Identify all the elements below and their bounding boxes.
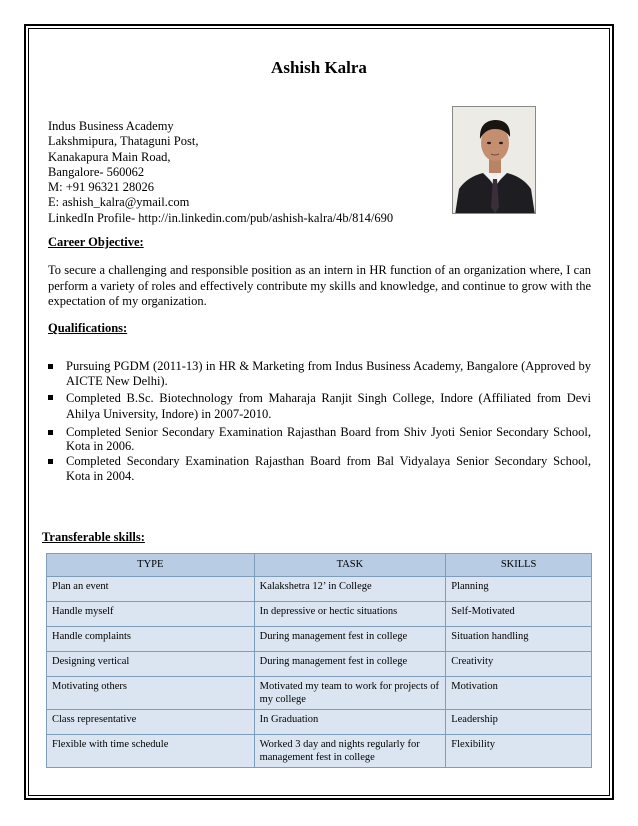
column-header-skills: SKILLS [446,554,592,577]
table-row [47,627,592,652]
candidate-name: Ashish Kalra [271,58,367,77]
cell-skill: Leadership [446,710,592,735]
cell-type: Flexible with time schedule [47,735,255,768]
cell-task: Motivated my team to work for projects of my college [254,677,446,710]
table-header-row [47,554,592,577]
list-item [48,359,591,389]
cell-skill: Planning [446,577,592,602]
table-row [47,652,592,677]
contact-block [48,119,393,226]
qualifications-list [48,359,591,484]
contact-email[interactable]: E: ashish_kalra@ymail.com [48,195,190,210]
column-header-task: TASK [254,554,446,577]
cell-type: Designing vertical [47,652,255,677]
contact-line: Kanakapura Main Road, [48,149,171,164]
bullet-icon [48,459,53,464]
contact-phone: M: +91 96321 28026 [48,180,155,195]
list-item [48,454,591,484]
career-objective-heading: Career Objective: [48,235,144,249]
cell-skill: Flexibility [446,735,592,768]
cell-task: Kalakshetra 12’ in College [254,577,446,602]
transferable-skills-heading: Transferable skills: [42,530,145,544]
cell-task: During management fest in college [254,627,446,652]
table-row [47,710,592,735]
qualifications-heading: Qualifications: [48,321,128,335]
table-row [47,677,592,710]
table-row [47,602,592,627]
cell-type: Handle complaints [47,627,255,652]
cell-task: In depressive or hectic situations [254,602,446,627]
contact-linkedin[interactable]: LinkedIn Profile- http://in.linkedin.com/pub/ashish-kalra/4b/814/690 [48,210,394,225]
cell-type: Motivating others [47,677,255,710]
cell-task: In Graduation [254,710,446,735]
cell-type: Class representative [47,710,255,735]
cell-skill: Self-Motivated [446,602,592,627]
cell-type: Handle myself [47,602,255,627]
cell-skill: Situation handling [446,627,592,652]
table-row [47,735,592,768]
bullet-icon [48,364,53,369]
bullet-icon [48,430,53,435]
column-header-type: TYPE [47,554,255,577]
contact-line: Lakshmipura, Thataguni Post, [48,134,199,149]
contact-line: Indus Business Academy [48,119,174,133]
table-row [47,577,592,602]
career-objective-text: To secure a challenging and responsible position as an intern in HR function of an organization where, I can perform a variety of roles and effectively contribute my skills and knowledge, and continue to grow with the expectation of my organization. [48,263,591,308]
qualification-text: Completed Secondary Examination Rajasthan Board from Bal Vidyalaya Senior Secondary School, Kota in 2004. [66,454,591,483]
skills-table [46,553,592,768]
cell-task: During management fest in college [254,652,446,677]
list-item [48,425,591,455]
cell-type: Plan an event [47,577,255,602]
list-item [48,390,591,423]
qualification-text: Pursuing PGDM (2011-13) in HR & Marketing from Indus Business Academy, Bangalore (Approved by AICTE New Delhi). [66,359,591,388]
bullet-icon [48,395,53,400]
cell-skill: Creativity [446,652,592,677]
contact-line: Bangalore- 560062 [48,164,145,179]
qualification-text: Completed B.Sc. Biotechnology from Maharaja Ranjit Singh College, Indore (Affiliated from Devi Ahilya University, Indore) in 2007-2010. [66,390,591,422]
cell-task: Worked 3 day and nights regularly for management fest in college [254,735,446,768]
portrait-image [453,107,536,214]
profile-photo [452,106,536,214]
qualification-text: Completed Senior Secondary Examination Rajasthan Board from Shiv Jyoti Senior Secondary School, Kota in 2006. [66,424,591,454]
cell-skill: Motivation [446,677,592,710]
